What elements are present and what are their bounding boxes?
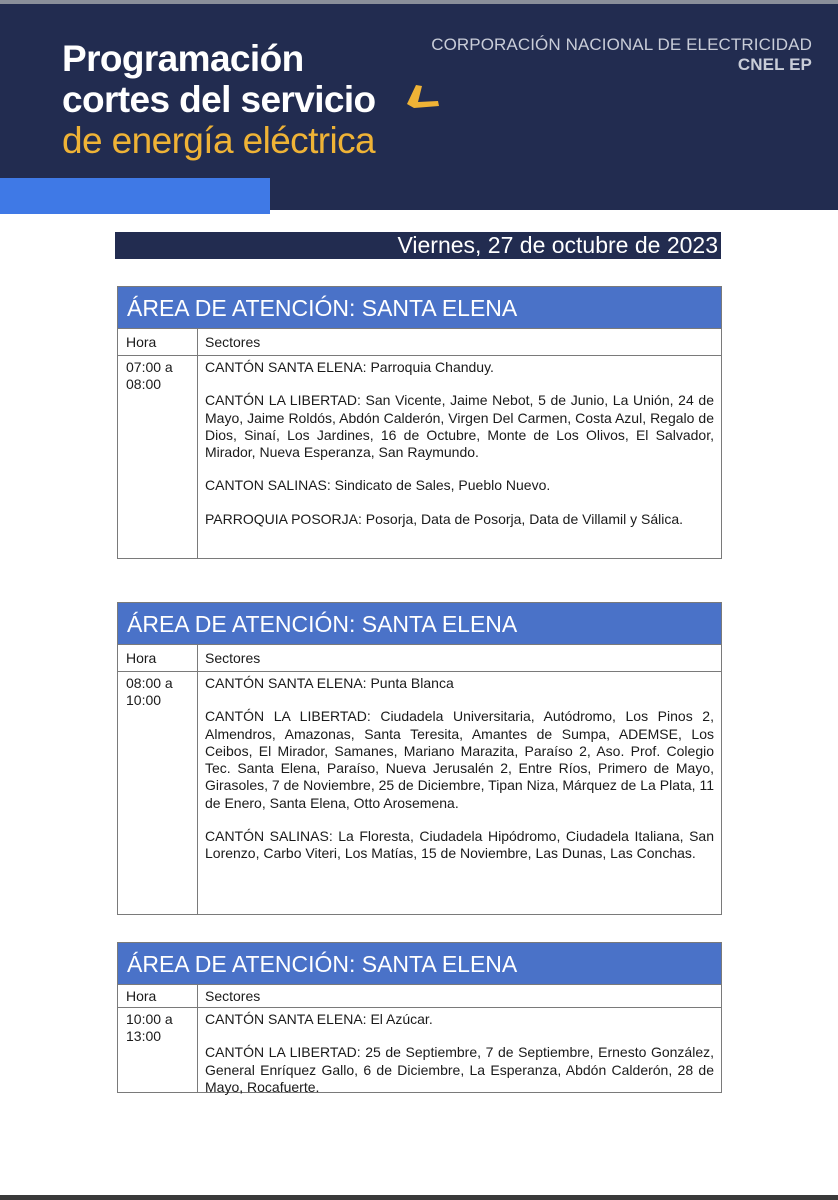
places-list: Punta Blanca: [366, 675, 454, 691]
time-range: 07:00 a 08:00: [118, 356, 198, 559]
schedule-section: [117, 942, 722, 1093]
canton-name: CANTÓN SANTA ELENA: [205, 1011, 363, 1027]
schedule-section: [117, 286, 722, 559]
list-item: [205, 708, 714, 812]
table-row: [118, 356, 721, 559]
title-line-3: de energía eléctrica: [62, 120, 375, 161]
canton-name: CANTÓN SANTA ELENA:: [205, 359, 367, 375]
column-header-sectores: Sectores: [205, 650, 261, 666]
places-list: Parroquia Chanduy.: [366, 359, 494, 375]
column-header-sectores: Sectores: [205, 334, 261, 350]
time-range: 10:00 a 13:00: [118, 1008, 198, 1093]
title-line-1: Programación: [62, 38, 304, 79]
list-item: [205, 477, 714, 494]
canton-name: PARROQUIA POSORJA:: [205, 510, 362, 527]
time-range: 08:00 a 10:00: [118, 672, 198, 915]
table-row: [118, 672, 721, 915]
table-header-row: [118, 985, 721, 1008]
bottom-border: [0, 1195, 838, 1200]
places-list: : El Azúcar.: [362, 1011, 433, 1027]
places-list: Ciudadela Universitaria, Autódromo, Los Pinos 2, Almendros, Amazonas, Santa Teresita, Amantes de Sumpa, ADEMSE, Los Ceibos, El Mirador, Samanes, Mariano Marazita, Paraíso 2, Aso. Prof. Colegio Tec. Santa Elena, Paraíso, Nueva Jerusalén 2, Entre Ríos, Primero de Mayo, Girasoles, 7 de Noviembre, 25 de Diciembre, Tipan Niza, Márquez de La Plata, 11 de Enero, Santa Elena, Otto Arosemena.: [205, 708, 714, 811]
places-list: Posorja, Data de Posorja, Data de Villamil y Sálica.: [361, 510, 684, 527]
list-item: [205, 1011, 714, 1028]
sectors-cell: [198, 356, 721, 559]
places-list: : La Floresta, Ciudadela Hipódromo, Ciudadela Italiana, San Lorenzo, Carbo Viteri, Los Matías, 15 de Noviembre, Las Dunas, Las Conchas.: [205, 828, 715, 862]
page-header: [0, 4, 838, 210]
canton-name: CANTON SALINAS:: [205, 477, 331, 494]
header-accent-bar: [0, 178, 270, 214]
title-line-2: cortes del servicio: [62, 79, 376, 120]
places-list: : San Vicente, Jaime Nebot, 5 de Junio, La Unión, 24 de Mayo, Jaime Roldós, Abdón Calderón, Virgen Del Carmen, Costa Azul, Regalo de Dios, Sinaí, Los Jardines, 16 de Octubre, Monte de Los Olivos, El Salvador, Mirador, Nueva Esperanza, San Raymundo.: [205, 392, 714, 461]
schedule-section: [117, 602, 722, 915]
canton-name: CANTÓN SANTA ELENA:: [205, 675, 367, 691]
section-title: ÁREA DE ATENCIÓN: SANTA ELENA: [118, 943, 721, 985]
corporation-logo: [431, 35, 812, 75]
list-item: [205, 1044, 714, 1096]
column-header-hora: Hora: [118, 645, 198, 671]
list-item: [205, 828, 714, 863]
corporation-name: CORPORACIÓN NACIONAL DE ELECTRICIDAD: [431, 35, 812, 54]
section-title: ÁREA DE ATENCIÓN: SANTA ELENA: [118, 287, 721, 329]
table-row: [118, 1008, 721, 1093]
column-header-hora: Hora: [118, 329, 198, 355]
list-item: [205, 511, 714, 528]
places-list: Sindicato de Sales, Pueblo Nuevo.: [330, 477, 551, 494]
list-item: [205, 392, 714, 461]
list-item: [205, 675, 714, 692]
sectors-cell: [198, 672, 721, 915]
list-item: [205, 359, 714, 376]
canton-name: CANTÓN LA LIBERTAD:: [205, 708, 371, 725]
canton-name: CANTÓN SALINAS: [205, 828, 329, 845]
table-header-row: [118, 645, 721, 672]
brand-name: CNEL EP: [737, 55, 812, 74]
sectors-cell: [198, 1008, 721, 1093]
table-header-row: [118, 329, 721, 356]
header-title: [62, 38, 376, 161]
column-header-sectores: Sectores: [205, 988, 261, 1004]
canton-name: CANTÓN LA LIBERTAD:: [205, 1044, 361, 1061]
column-header-hora: Hora: [118, 985, 198, 1007]
section-title: ÁREA DE ATENCIÓN: SANTA ELENA: [118, 603, 721, 645]
date-banner: Viernes, 27 de octubre de 2023: [115, 232, 721, 259]
places-list: 25 de Septiembre, 7 de Septiembre, Ernesto González, General Enríquez Gallo, 6 de Diciembre, La Esperanza, Abdón Calderón, 28 de Mayo, Rocafuerte.: [205, 1044, 714, 1095]
lightning-check-icon: [405, 84, 441, 110]
canton-name: CANTÓN LA LIBERTAD: [205, 392, 357, 409]
